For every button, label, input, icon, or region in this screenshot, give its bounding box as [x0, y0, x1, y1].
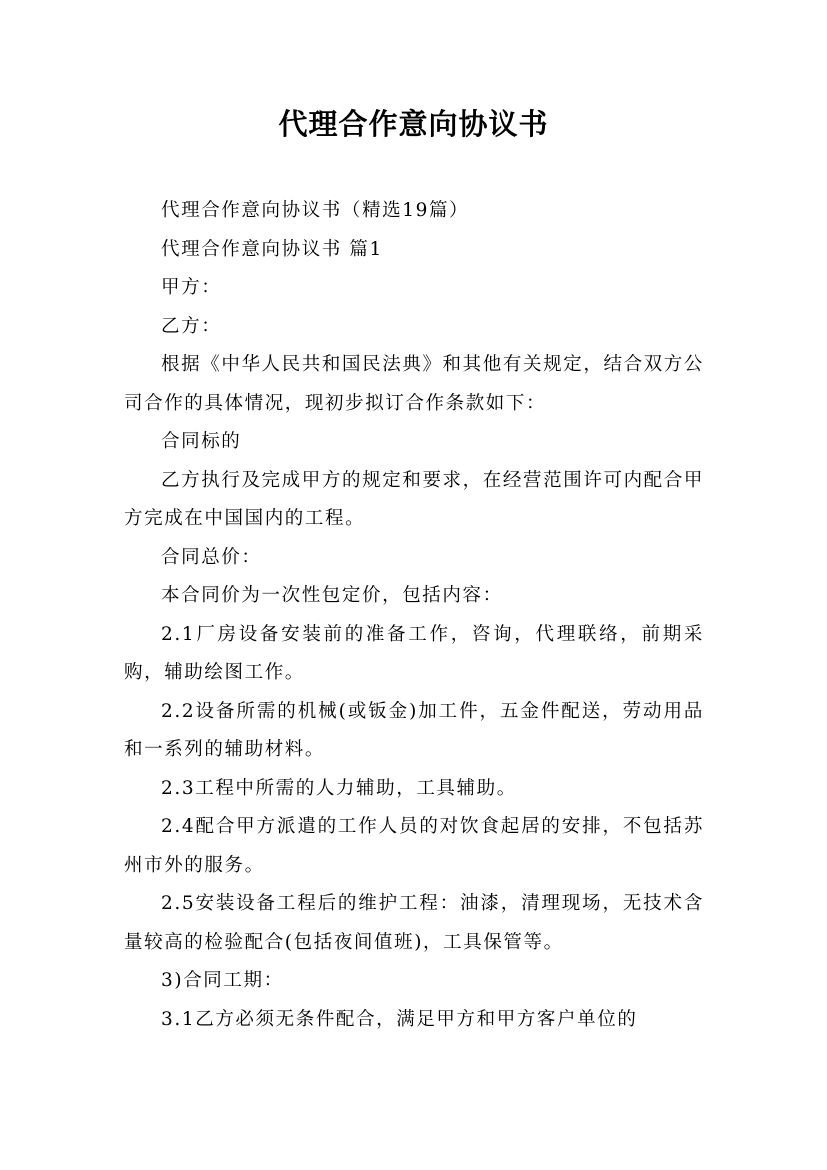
paragraph: 合同标的: [161, 431, 242, 452]
paragraph: 2.3工程中所需的人力辅助，工具辅助。: [161, 777, 517, 799]
paragraph: 乙方：: [161, 315, 222, 337]
paragraph: 合同总价：: [161, 546, 262, 568]
paragraph: 乙方执行及完成甲方的规定和要求，在经营范围许可内配合甲方完成在中国国内的工程。: [124, 469, 704, 529]
paragraph: 本合同价为一次性包定价，包括内容：: [161, 585, 503, 606]
paragraph: 2.5安装设备工程后的维护工程：油漆，清理现场，无技术含量较高的检验配合(包括夜间值班)，工具保管等。: [124, 893, 704, 953]
paragraph: 3.1乙方必须无条件配合，满足甲方和甲方客户单位的: [161, 1008, 638, 1030]
paragraph: 2.1厂房设备安装前的准备工作，咨询，代理联络，前期采购，辅助绘图工作。: [124, 623, 704, 683]
paragraph: 2.4配合甲方派遣的工作人员的对饮食起居的安排，不包括苏州市外的服务。: [124, 816, 704, 876]
paragraph: 3)合同工期：: [161, 970, 284, 991]
paragraph: 2.2设备所需的机械(或钣金)加工件，五金件配送，劳动用品和一系列的辅助材料。: [124, 700, 704, 760]
paragraph: 代理合作意向协议书 篇1: [161, 238, 383, 260]
document-body: [124, 192, 704, 1039]
paragraph: 根据《中华人民共和国民法典》和其他有关规定，结合双方公司合作的具体情况，现初步拟订合作条款如下：: [124, 354, 704, 414]
document-title: 代理合作意向协议书: [278, 107, 549, 141]
paragraph: 代理合作意向协议书（精选19篇）: [161, 200, 470, 221]
paragraph: 甲方：: [161, 277, 222, 298]
